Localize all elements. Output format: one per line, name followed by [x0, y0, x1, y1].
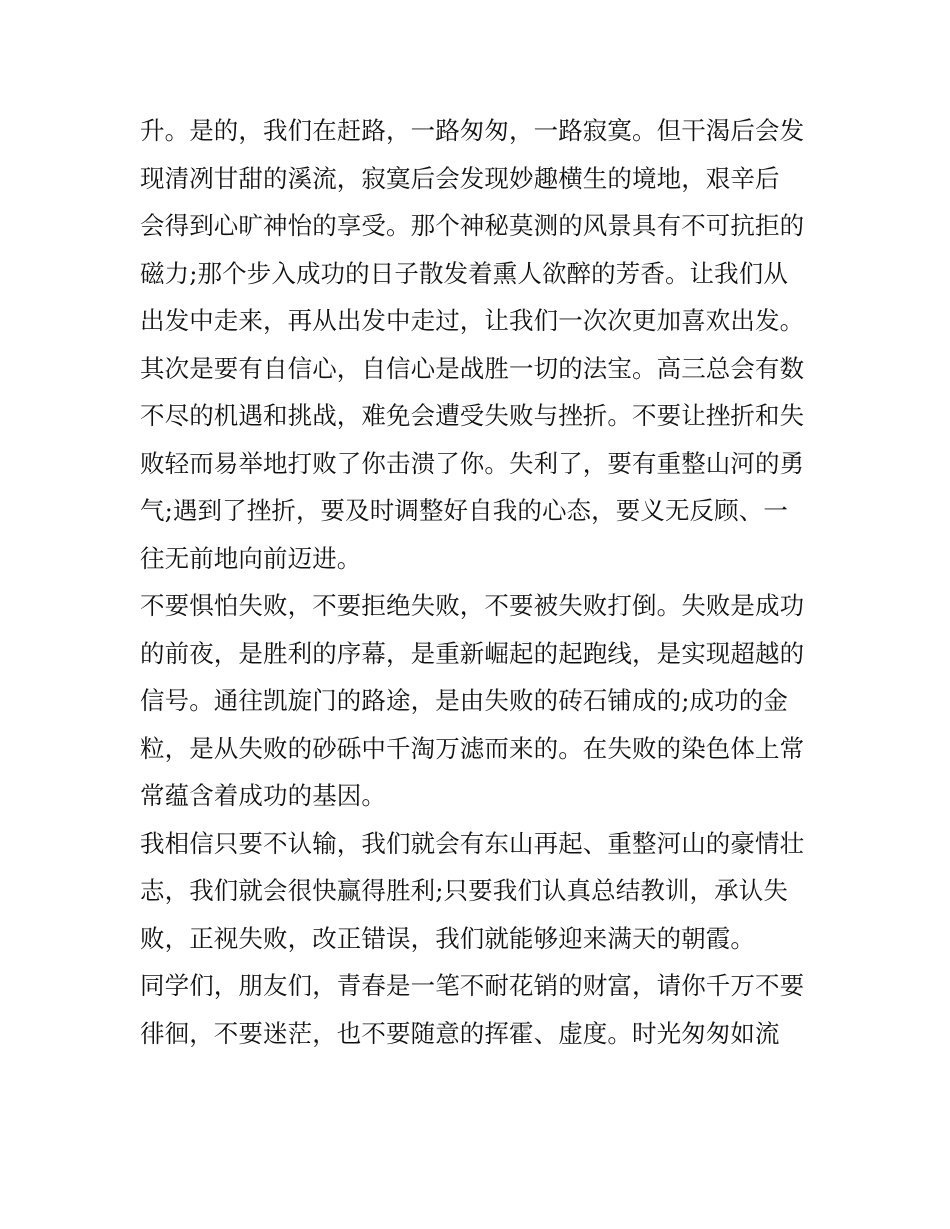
text-line: 败，正视失败，改正错误，我们就能够迎来满天的朝霞。	[140, 923, 755, 953]
text-line: 粒，是从失败的砂砾中千淘万滤而来的。在失败的染色体上常	[140, 733, 805, 763]
body-text	[140, 107, 820, 1057]
text-line: 我相信只要不认输，我们就会有东山再起、重整河山的豪情壮	[140, 828, 805, 858]
text-line: 同学们，朋友们，青春是一笔不耐花销的财富，请你千万不要	[140, 971, 805, 1000]
text-line: 其次是要有自信心，自信心是战胜一切的法宝。高三总会有数	[140, 353, 805, 383]
text-line: 志，我们就会很快赢得胜利;只要我们认真总结教训，承认失	[140, 876, 788, 905]
text-line: 常蕴含着成功的基因。	[140, 781, 386, 810]
text-line: 信号。通往凯旋门的路途，是由失败的砖石铺成的;成功的金	[140, 686, 788, 715]
text-line: 磁力;那个步入成功的日子散发着熏人欲醉的芳香。让我们从	[140, 258, 788, 288]
text-line: 往无前地向前迈进。	[140, 543, 362, 573]
text-line: 徘徊，不要迷茫，也不要随意的挥霍、虚度。时光匆匆如流	[140, 1018, 780, 1048]
text-line: 气;遇到了挫折，要及时调整好自我的心态，要义无反顾、一	[140, 496, 788, 525]
text-line: 会得到心旷神怡的享受。那个神秘莫测的风景具有不可抗拒的	[140, 211, 805, 240]
text-line: 升。是的，我们在赶路，一路匆匆，一路寂寞。但干渴后会发	[140, 116, 805, 145]
text-line: 现清冽甘甜的溪流，寂寞后会发现妙趣横生的境地，艰辛后	[140, 163, 780, 193]
text-line: 不尽的机遇和挑战，难免会遭受失败与挫折。不要让挫折和失	[140, 401, 805, 430]
text-line: 出发中走来，再从出发中走过，让我们一次次更加喜欢出发。	[140, 306, 805, 335]
text-line: 败轻而易举地打败了你击溃了你。失利了，要有重整山河的勇	[140, 448, 805, 478]
text-line: 的前夜，是胜利的序幕，是重新崛起的起跑线，是实现超越的	[140, 638, 805, 668]
text-line: 不要惧怕失败，不要拒绝失败，不要被失败打倒。失败是成功	[140, 591, 805, 620]
